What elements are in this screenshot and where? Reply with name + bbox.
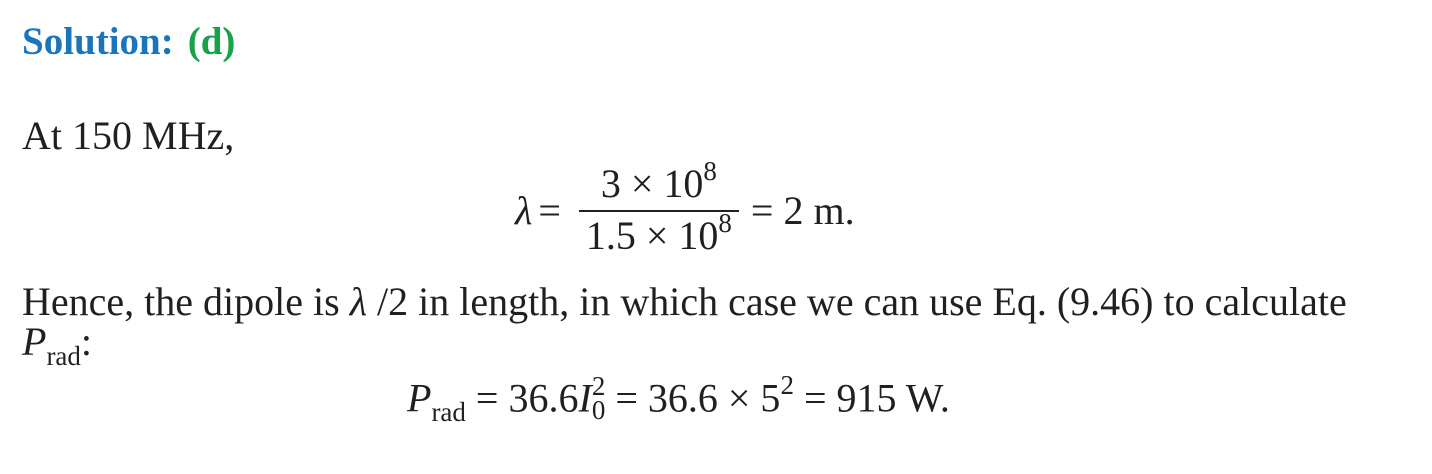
denominator-base: 1.5 × 10 <box>585 213 719 258</box>
solution-answer: (d) <box>187 20 236 63</box>
current-scripts <box>591 371 606 426</box>
power-substitution: = 36.6 × 5 <box>605 375 781 421</box>
power-equals-coefficient: = 36.6 <box>465 375 579 421</box>
explanation-colon: : <box>80 319 93 364</box>
explanation-text-before: Hence, the dipole is <box>22 279 350 324</box>
intro-text: At 150 MHz, <box>22 113 235 158</box>
current-subscript: 0 <box>591 395 606 426</box>
power-subscript: rad <box>431 397 466 428</box>
numerator-base: 3 × 10 <box>600 161 704 206</box>
numerator-exponent: 8 <box>703 156 717 186</box>
power-symbol: P <box>407 375 432 421</box>
explanation-lambda: λ <box>349 279 368 324</box>
explanation-p-symbol: P <box>22 319 47 364</box>
current-superscript: 2 <box>591 371 606 401</box>
radiated-power-equation <box>407 370 950 428</box>
explanation-p-subscript: rad <box>46 341 81 371</box>
fraction-denominator <box>582 208 736 258</box>
equals-sign: = <box>538 187 561 233</box>
current-symbol: I <box>578 375 592 421</box>
wavelength-result: = 2 m. <box>750 187 855 233</box>
wavelength-equation <box>515 156 855 260</box>
explanation-paragraph <box>22 279 1347 371</box>
solution-heading <box>22 22 235 61</box>
wavelength-fraction <box>579 156 739 258</box>
power-exponent: 2 <box>780 370 794 401</box>
lambda-symbol: λ <box>515 187 533 233</box>
denominator-exponent: 8 <box>718 208 732 238</box>
solution-label: Solution: <box>22 20 174 63</box>
power-result: = 915 W. <box>793 375 950 421</box>
fraction-numerator <box>597 156 721 210</box>
explanation-fraction: /2 <box>367 279 409 324</box>
explanation-text-after: in length, in which case we can use Eq. (9.46) to calculate <box>408 279 1347 324</box>
